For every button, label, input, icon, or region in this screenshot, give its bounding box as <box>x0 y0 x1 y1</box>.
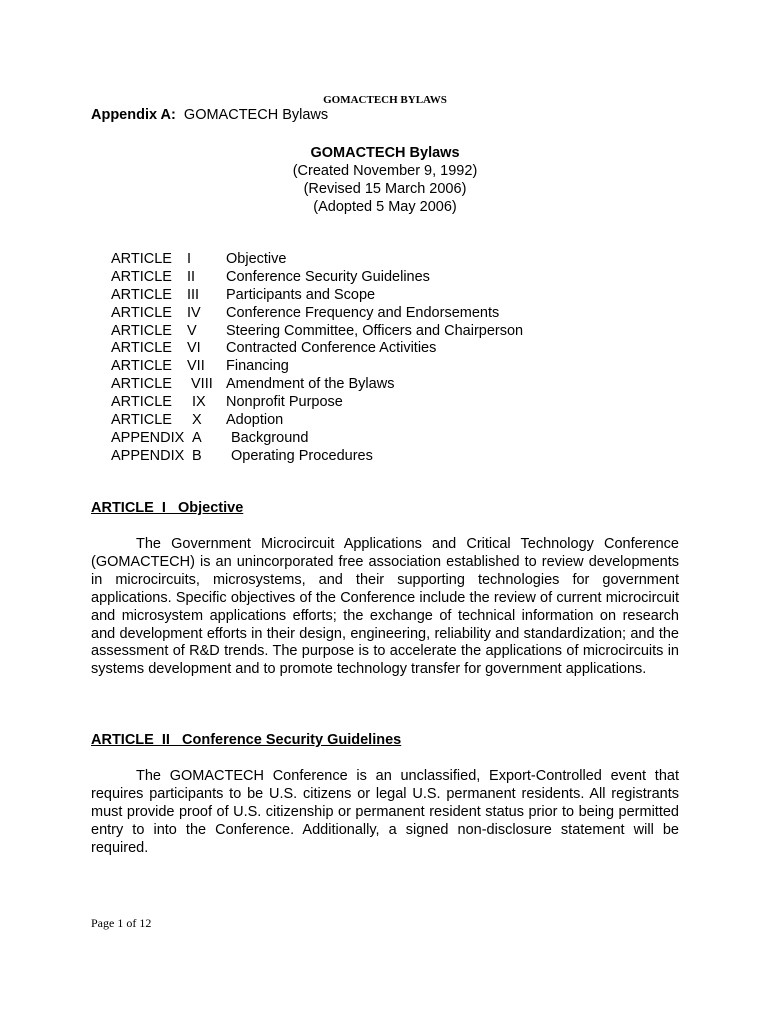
toc-label: APPENDIX <box>111 429 185 446</box>
appendix-line <box>91 107 328 123</box>
article-1-heading: ARTICLE I Objective <box>91 500 244 516</box>
toc-number: VI <box>187 340 201 357</box>
toc-title: Operating Procedures <box>231 447 373 464</box>
toc-number: II <box>187 268 196 285</box>
toc-label: ARTICLE <box>111 286 172 303</box>
toc-title: Background <box>231 429 309 446</box>
appendix-label: Appendix A: <box>91 107 176 123</box>
toc-label: ARTICLE <box>111 322 172 339</box>
toc-number: B <box>192 447 202 464</box>
toc-label: ARTICLE <box>111 251 172 267</box>
article-2-heading: ARTICLE II Conference Security Guidelines <box>91 732 402 748</box>
toc-title: Conference Frequency and Endorsements <box>226 304 500 321</box>
document-title: GOMACTECH Bylaws <box>310 145 460 161</box>
toc-title: Participants and Scope <box>226 286 376 303</box>
toc-title: Amendment of the Bylaws <box>226 376 395 393</box>
toc-label: ARTICLE <box>111 376 172 393</box>
toc-title: Contracted Conference Activities <box>226 340 437 357</box>
appendix-title: GOMACTECH Bylaws <box>183 107 329 123</box>
toc-title: Objective <box>226 251 287 267</box>
toc-title: Conference Security Guidelines <box>226 268 430 285</box>
running-header: GOMACTECH BYLAWS <box>323 94 447 106</box>
toc-number: VIII <box>191 376 213 393</box>
page-number: Page 1 of 12 <box>91 916 152 930</box>
adopted-date: (Adopted 5 May 2006) <box>313 199 457 215</box>
toc-label: ARTICLE <box>111 304 172 321</box>
toc-title: Steering Committee, Officers and Chairperson <box>226 322 524 339</box>
toc-label: ARTICLE <box>111 394 172 411</box>
created-date: (Created November 9, 1992) <box>292 163 478 179</box>
toc-number: III <box>187 286 200 303</box>
toc-number: X <box>192 412 202 429</box>
title-block <box>0 144 770 216</box>
toc-label: ARTICLE <box>111 358 172 375</box>
toc-number: VII <box>187 358 205 375</box>
article-2-body: The GOMACTECH Conference is an unclassified, Export-Controlled event that requires participants to be U.S. citizens or legal U.S. permanent residents. All registrants must provide proof of U.S. citizenship or permanent resident status prior to being permitted entry to into the Conference. Additionally, a signed non-disclosure statement will be required. <box>91 768 679 856</box>
toc-label: APPENDIX <box>111 447 185 464</box>
toc-number: A <box>192 429 202 446</box>
toc-number: IX <box>192 394 206 411</box>
toc-title: Nonprofit Purpose <box>226 394 343 411</box>
revised-date: (Revised 15 March 2006) <box>303 181 467 197</box>
toc-number: V <box>187 322 197 339</box>
toc-number: I <box>187 251 192 267</box>
toc-label: ARTICLE <box>111 412 172 429</box>
toc-number: IV <box>187 304 201 321</box>
toc-title: Financing <box>226 358 289 375</box>
toc-title: Adoption <box>226 412 284 429</box>
article-1-body: The Government Microcircuit Applications and Critical Technology Conference (GOMACTECH) is an unincorporated free association established to review developments in microcircuits, microsystems, and their supporting technologies for government applications. Specific objectives of the Conference include the review of current microcircuit and microsystem applications efforts; the exchange of technical information on research and development efforts in their design, engineering, reliability and standardization; and the assessment of R&D trends. The purpose is to accelerate the applications of microcircuits in systems development and to promote technology transfer for government applications. <box>91 536 679 678</box>
toc-label: ARTICLE <box>111 340 172 357</box>
toc-label: ARTICLE <box>111 268 172 285</box>
